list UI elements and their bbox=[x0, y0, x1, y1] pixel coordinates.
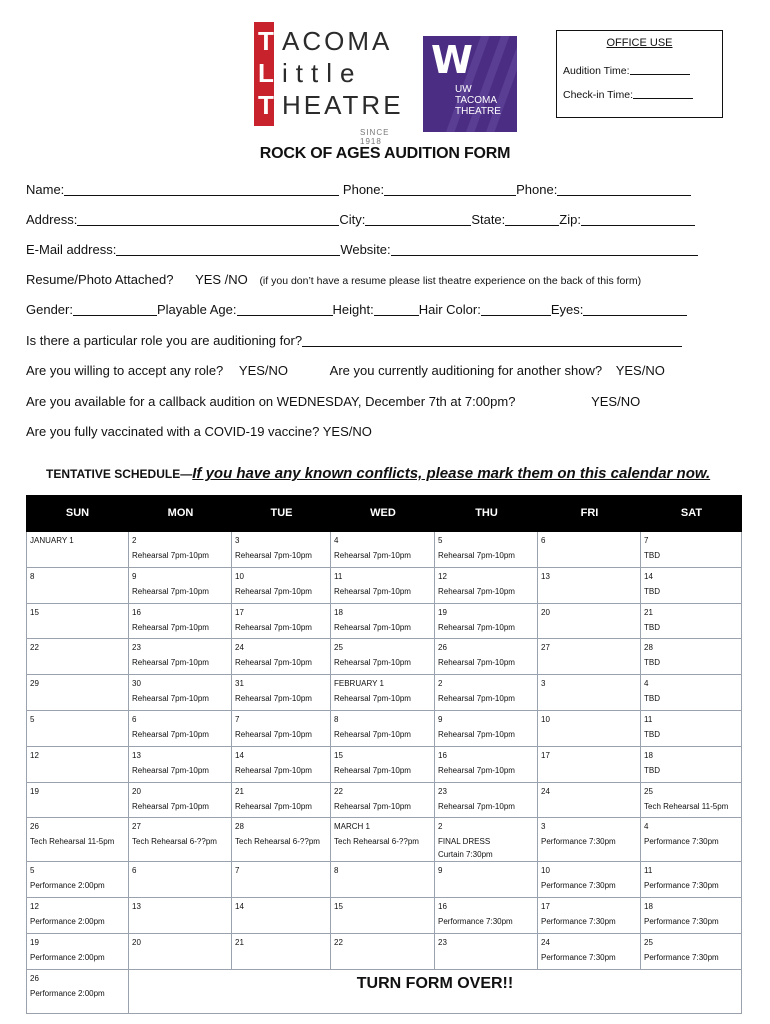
day-header-sat: SAT bbox=[680, 507, 703, 519]
day-number: 21 bbox=[644, 607, 653, 617]
calendar-day-cell[interactable] bbox=[538, 818, 641, 862]
resume-yes-no[interactable]: YES /NO bbox=[195, 272, 248, 287]
calendar-day-cell[interactable] bbox=[129, 747, 232, 783]
height-field[interactable] bbox=[374, 303, 419, 316]
calendar-day-cell[interactable] bbox=[232, 532, 331, 568]
calendar-day-cell[interactable] bbox=[435, 862, 538, 898]
uw-logo-text: UW TACOMA THEATRE bbox=[455, 84, 501, 117]
calendar-day-cell[interactable] bbox=[129, 783, 232, 819]
day-header-tue: TUE bbox=[270, 507, 293, 519]
event-text: Rehearsal 7pm-10pm bbox=[334, 658, 411, 668]
calendar-day-cell[interactable] bbox=[435, 898, 538, 934]
email-field[interactable] bbox=[116, 243, 340, 256]
day-number: 27 bbox=[132, 822, 141, 832]
event-text: TBD bbox=[644, 586, 660, 596]
calendar-day-cell[interactable] bbox=[641, 747, 742, 783]
schedule-title: TENTATIVE SCHEDULE—If you have any known conflicts, please mark them on this calendar now. bbox=[46, 465, 711, 482]
day-number: 9 bbox=[438, 714, 443, 724]
day-number: 17 bbox=[541, 902, 550, 912]
office-use-title: OFFICE USE bbox=[606, 37, 673, 49]
calendar-day-cell[interactable] bbox=[331, 934, 435, 970]
day-number: 13 bbox=[132, 902, 141, 912]
eyes-field[interactable] bbox=[583, 303, 687, 316]
calendar-week bbox=[26, 711, 742, 747]
event-text: Performance 7:30pm bbox=[541, 952, 616, 962]
day-number: 8 bbox=[334, 714, 339, 724]
uw-tacoma-theatre-logo bbox=[423, 36, 517, 132]
day-number: 22 bbox=[30, 643, 39, 653]
event-text: Rehearsal 7pm-10pm bbox=[334, 729, 411, 739]
day-number: 8 bbox=[30, 571, 35, 581]
calendar-day-cell[interactable] bbox=[435, 675, 538, 711]
calendar-day-cell[interactable] bbox=[641, 675, 742, 711]
calendar-day-cell[interactable] bbox=[232, 934, 331, 970]
calendar-day-cell[interactable] bbox=[435, 783, 538, 819]
day-number: 23 bbox=[438, 786, 447, 796]
day-number: 18 bbox=[334, 607, 343, 617]
calendar-day-cell[interactable] bbox=[435, 818, 538, 862]
gender-field[interactable] bbox=[73, 303, 157, 316]
event-text: Rehearsal 7pm-10pm bbox=[235, 801, 312, 811]
day-number: 2 bbox=[438, 822, 443, 832]
day-number: 13 bbox=[132, 750, 141, 760]
day-number: 25 bbox=[644, 937, 653, 947]
day-header-sun: SUN bbox=[65, 507, 90, 519]
calendar-day-cell[interactable] bbox=[26, 604, 129, 640]
event-text: Rehearsal 7pm-10pm bbox=[235, 622, 312, 632]
calendar-day-cell[interactable] bbox=[129, 532, 232, 568]
event-text: Performance 7:30pm bbox=[541, 881, 616, 891]
phone-field-2[interactable] bbox=[557, 183, 691, 196]
calendar-day-cell[interactable] bbox=[232, 783, 331, 819]
calendar-day-cell[interactable] bbox=[435, 711, 538, 747]
day-number: 10 bbox=[541, 866, 550, 876]
day-number: 29 bbox=[30, 679, 39, 689]
event-text: Rehearsal 7pm-10pm bbox=[235, 765, 312, 775]
event-text: TBD bbox=[644, 551, 660, 560]
calendar-day-cell[interactable] bbox=[129, 934, 232, 970]
calendar-day-cell[interactable] bbox=[435, 934, 538, 970]
event-text: Rehearsal 7pm-10pm bbox=[235, 694, 312, 704]
event-text: Performance 7:30pm bbox=[541, 837, 616, 847]
event-text: TBD bbox=[644, 765, 660, 775]
calendar-day-cell[interactable] bbox=[538, 898, 641, 934]
calendar-day-cell[interactable] bbox=[331, 818, 435, 862]
event-text: TBD bbox=[644, 658, 660, 668]
calendar-day-cell[interactable] bbox=[538, 675, 641, 711]
day-number: 16 bbox=[132, 607, 141, 617]
calendar-day-cell[interactable] bbox=[26, 818, 129, 862]
day-number: 27 bbox=[541, 643, 550, 653]
event-text: Rehearsal 7pm-10pm bbox=[132, 729, 209, 739]
day-header-wed: WED bbox=[370, 507, 396, 519]
calendar-day-cell[interactable] bbox=[435, 532, 538, 568]
calendar-day-cell[interactable] bbox=[538, 532, 641, 568]
logo-line-1: T ACOMA bbox=[258, 26, 393, 56]
calendar-day-cell[interactable] bbox=[641, 898, 742, 934]
calendar-day-cell[interactable] bbox=[232, 604, 331, 640]
event-text: Rehearsal 7pm-10pm bbox=[132, 622, 209, 632]
calendar-day-cell[interactable] bbox=[538, 747, 641, 783]
day-number: 26 bbox=[438, 643, 447, 653]
day-number: 14 bbox=[235, 902, 244, 912]
calendar-day-cell[interactable] bbox=[331, 532, 435, 568]
day-number: 22 bbox=[334, 937, 343, 947]
event-text: Rehearsal 7pm-10pm bbox=[132, 801, 209, 811]
playable-age-field[interactable] bbox=[237, 303, 333, 316]
event-text: Rehearsal 7pm-10pm bbox=[132, 694, 209, 704]
day-number: 16 bbox=[438, 902, 447, 912]
event-text: FINAL DRESS bbox=[438, 837, 491, 847]
day-number: 17 bbox=[541, 750, 550, 760]
day-number: JANUARY 1 bbox=[30, 536, 74, 545]
event-text: TBD bbox=[644, 622, 660, 632]
calendar-day-cell[interactable] bbox=[331, 747, 435, 783]
resume-note: (if you don’t have a resume please list theatre experience on the back of this form) bbox=[259, 275, 642, 287]
calendar-day-cell[interactable] bbox=[331, 898, 435, 934]
calendar-day-cell[interactable] bbox=[232, 898, 331, 934]
calendar-day-cell[interactable] bbox=[26, 711, 129, 747]
day-number: 23 bbox=[132, 643, 141, 653]
calendar-week bbox=[26, 532, 742, 568]
event-text: Tech Rehearsal 11-5pm bbox=[644, 801, 729, 811]
day-number: 12 bbox=[438, 571, 447, 581]
event-text: Performance 7:30pm bbox=[438, 917, 513, 927]
day-number: 3 bbox=[541, 822, 546, 832]
event-text: Rehearsal 7pm-10pm bbox=[438, 551, 515, 560]
event-text: Rehearsal 7pm-10pm bbox=[334, 551, 411, 560]
event-text: Performance 7:30pm bbox=[644, 952, 719, 962]
calendar-day-cell[interactable] bbox=[26, 898, 129, 934]
address-field[interactable] bbox=[77, 213, 339, 226]
day-number: 8 bbox=[334, 866, 339, 876]
calendar-day-cell[interactable] bbox=[641, 568, 742, 604]
event-text: Rehearsal 7pm-10pm bbox=[438, 658, 515, 668]
tacoma-little-theatre-logo bbox=[254, 22, 414, 146]
calendar-day-cell[interactable] bbox=[331, 639, 435, 675]
calendar-day-cell[interactable] bbox=[538, 568, 641, 604]
calendar-day-cell[interactable] bbox=[641, 639, 742, 675]
day-number: 3 bbox=[541, 679, 546, 689]
city-field[interactable] bbox=[365, 213, 471, 226]
day-number: 18 bbox=[644, 750, 653, 760]
day-number: 12 bbox=[30, 902, 39, 912]
event-text: Rehearsal 7pm-10pm bbox=[438, 694, 515, 704]
day-number: 19 bbox=[30, 786, 39, 796]
day-number: 16 bbox=[438, 750, 447, 760]
day-number: 22 bbox=[334, 786, 343, 796]
audition-time-row: Audition Time: bbox=[563, 65, 690, 77]
calendar-week bbox=[26, 898, 742, 934]
day-number: 2 bbox=[132, 536, 137, 545]
event-text: Performance 2:00pm bbox=[30, 952, 105, 962]
calendar-day-cell[interactable] bbox=[129, 898, 232, 934]
event-text: Performance 2:00pm bbox=[30, 917, 105, 927]
day-number: 5 bbox=[30, 714, 35, 724]
day-number: 13 bbox=[541, 571, 550, 581]
event-text: Rehearsal 7pm-10pm bbox=[235, 658, 312, 668]
day-number: 5 bbox=[438, 536, 443, 545]
day-number: 14 bbox=[235, 750, 244, 760]
calendar-week bbox=[26, 604, 742, 640]
calendar-day-cell[interactable] bbox=[435, 604, 538, 640]
day-header-thu: THU bbox=[475, 507, 498, 519]
calendar-day-cell[interactable] bbox=[26, 862, 129, 898]
turn-form-over-note: TURN FORM OVER!! bbox=[129, 970, 742, 1014]
calendar-day-cell[interactable] bbox=[129, 818, 232, 862]
calendar-day-cell[interactable] bbox=[232, 675, 331, 711]
checkin-time-field[interactable] bbox=[633, 89, 693, 99]
day-number: 23 bbox=[438, 937, 447, 947]
office-use-box bbox=[556, 30, 723, 118]
calendar-day-cell[interactable] bbox=[538, 604, 641, 640]
day-number: 11 bbox=[644, 714, 653, 724]
event-text: Performance 2:00pm bbox=[30, 881, 105, 891]
calendar-day-cell[interactable] bbox=[232, 711, 331, 747]
name-phone-row: Name: Phone: Phone: bbox=[26, 182, 691, 197]
calendar-day-cell[interactable] bbox=[331, 783, 435, 819]
calendar-week bbox=[26, 639, 742, 675]
day-number: 24 bbox=[541, 937, 550, 947]
day-number: 24 bbox=[235, 643, 244, 653]
calendar-day-cell[interactable] bbox=[129, 568, 232, 604]
calendar-week bbox=[26, 747, 742, 783]
day-number: 24 bbox=[541, 786, 550, 796]
calendar-day-cell[interactable] bbox=[129, 604, 232, 640]
day-number: 21 bbox=[235, 786, 244, 796]
checkin-time-row: Check-in Time: bbox=[563, 89, 693, 101]
calendar-day-cell[interactable] bbox=[232, 862, 331, 898]
day-number: 17 bbox=[235, 607, 244, 617]
day-number: 21 bbox=[235, 937, 244, 947]
event-text: Rehearsal 7pm-10pm bbox=[334, 765, 411, 775]
event-text: Performance 7:30pm bbox=[541, 917, 616, 927]
day-number: MARCH 1 bbox=[334, 822, 371, 832]
website-field[interactable] bbox=[391, 243, 698, 256]
day-number: 11 bbox=[334, 571, 343, 581]
hair-color-field[interactable] bbox=[481, 303, 551, 316]
calendar-day-cell[interactable]: 26 Performance 2:00pm bbox=[26, 970, 129, 1014]
event-text: Tech Rehearsal 11-5pm bbox=[30, 837, 115, 847]
vaccine-row: Are you fully vaccinated with a COVID-19 vaccine? YES/NO bbox=[26, 424, 372, 439]
calendar-day-cell[interactable] bbox=[641, 532, 742, 568]
event-text: Rehearsal 7pm-10pm bbox=[438, 801, 515, 811]
day-number: 31 bbox=[235, 679, 244, 689]
event-text: Rehearsal 7pm-10pm bbox=[132, 765, 209, 775]
event-text: Rehearsal 7pm-10pm bbox=[438, 729, 515, 739]
calendar-week bbox=[26, 862, 742, 898]
calendar-day-cell[interactable] bbox=[641, 711, 742, 747]
day-number: 15 bbox=[334, 750, 343, 760]
calendar-day-cell[interactable] bbox=[26, 532, 129, 568]
calendar-week bbox=[26, 818, 742, 862]
calendar-day-cell[interactable] bbox=[435, 639, 538, 675]
event-text: Rehearsal 7pm-10pm bbox=[438, 622, 515, 632]
calendar-week bbox=[26, 568, 742, 604]
calendar-day-cell[interactable] bbox=[641, 818, 742, 862]
callback-row: Are you available for a callback audition on WEDNESDAY, December 7th at 7:00pm? YES/NO bbox=[26, 394, 641, 409]
event-text: Rehearsal 7pm-10pm bbox=[132, 586, 209, 596]
event-text: Tech Rehearsal 6-??pm bbox=[334, 837, 419, 847]
calendar-day-cell[interactable] bbox=[232, 818, 331, 862]
event-text: Performance 7:30pm bbox=[644, 837, 719, 847]
day-number: 18 bbox=[644, 902, 653, 912]
day-number: 15 bbox=[334, 902, 343, 912]
event-text: TBD bbox=[644, 729, 660, 739]
day-number: 28 bbox=[644, 643, 653, 653]
day-number: 14 bbox=[644, 571, 653, 581]
day-number: 10 bbox=[235, 571, 244, 581]
event-text: Performance 7:30pm bbox=[644, 881, 719, 891]
calendar-day-cell[interactable] bbox=[129, 862, 232, 898]
day-number: 6 bbox=[132, 866, 137, 876]
audition-time-field[interactable] bbox=[630, 65, 690, 75]
calendar-day-cell[interactable] bbox=[538, 783, 641, 819]
calendar-day-cell[interactable] bbox=[331, 604, 435, 640]
state-field[interactable] bbox=[505, 213, 559, 226]
day-number: 4 bbox=[644, 822, 649, 832]
day-number: 11 bbox=[644, 866, 653, 876]
calendar-header bbox=[26, 495, 742, 532]
day-number: 26 bbox=[30, 822, 39, 832]
day-number: 20 bbox=[132, 786, 141, 796]
day-number: 10 bbox=[541, 714, 550, 724]
uw-letter: W bbox=[431, 38, 473, 82]
address-row: Address: City: State: Zip: bbox=[26, 212, 695, 227]
event-text: Tech Rehearsal 6-??pm bbox=[235, 837, 320, 847]
role-row: Is there a particular role you are auditioning for? bbox=[26, 333, 682, 348]
day-number: 25 bbox=[334, 643, 343, 653]
form-title: ROCK OF AGES AUDITION FORM bbox=[259, 145, 511, 162]
another-show-yes-no[interactable]: YES/NO bbox=[615, 363, 665, 378]
event-text: Rehearsal 7pm-10pm bbox=[132, 551, 209, 560]
phone-field-1[interactable] bbox=[384, 183, 516, 196]
calendar-day-cell[interactable] bbox=[129, 675, 232, 711]
calendar-day-cell[interactable] bbox=[232, 639, 331, 675]
day-header-fri: FRI bbox=[580, 507, 599, 519]
event-text: Rehearsal 7pm-10pm bbox=[235, 551, 312, 560]
event-text: Rehearsal 7pm-10pm bbox=[334, 586, 411, 596]
calendar-week bbox=[26, 783, 742, 819]
callback-yes-no[interactable]: YES/NO bbox=[591, 394, 641, 409]
calendar-day-cell[interactable] bbox=[641, 934, 742, 970]
calendar-day-cell[interactable] bbox=[331, 862, 435, 898]
event-text: TBD bbox=[644, 694, 660, 704]
day-number: 7 bbox=[235, 866, 240, 876]
day-number: 5 bbox=[30, 866, 35, 876]
calendar-day-cell[interactable] bbox=[538, 711, 641, 747]
event-text: Rehearsal 7pm-10pm bbox=[334, 622, 411, 632]
event-text: Performance 7:30pm bbox=[644, 917, 719, 927]
logo-line-2: Little bbox=[258, 58, 363, 88]
logo-since: SINCE 1918 bbox=[360, 128, 390, 146]
calendar-day-cell[interactable] bbox=[538, 934, 641, 970]
zip-field[interactable] bbox=[581, 213, 695, 226]
event-text: Rehearsal 7pm-10pm bbox=[334, 694, 411, 704]
event-text: Rehearsal 7pm-10pm bbox=[235, 586, 312, 596]
calendar-day-cell[interactable] bbox=[435, 747, 538, 783]
name-field[interactable] bbox=[64, 183, 339, 196]
day-number: 20 bbox=[541, 607, 550, 617]
calendar-week-last bbox=[26, 970, 742, 1014]
calendar-day-cell[interactable] bbox=[641, 862, 742, 898]
resume-row: Resume/Photo Attached? YES /NO (if you don’t have a resume please list theatre experience on the back of this form) bbox=[26, 272, 642, 287]
calendar-day-cell[interactable] bbox=[331, 711, 435, 747]
day-number: 20 bbox=[132, 937, 141, 947]
calendar-day-cell[interactable] bbox=[641, 783, 742, 819]
event-text: Tech Rehearsal 6-??pm bbox=[132, 837, 217, 847]
calendar-week bbox=[26, 934, 742, 970]
calendar-day-cell[interactable] bbox=[129, 639, 232, 675]
day-number: 4 bbox=[334, 536, 339, 545]
calendar-day-cell[interactable] bbox=[331, 675, 435, 711]
calendar-day-cell[interactable] bbox=[232, 568, 331, 604]
day-number: 9 bbox=[438, 866, 443, 876]
day-number: 19 bbox=[30, 937, 39, 947]
gender-row: Gender: Playable Age: Height: Hair Color: Eyes: bbox=[26, 302, 687, 317]
event-text: Rehearsal 7pm-10pm bbox=[334, 801, 411, 811]
calendar-day-cell[interactable] bbox=[232, 747, 331, 783]
day-number: 25 bbox=[644, 786, 653, 796]
calendar-day-cell[interactable] bbox=[26, 568, 129, 604]
day-number: 30 bbox=[132, 679, 141, 689]
day-number: 9 bbox=[132, 571, 137, 581]
calendar-day-cell[interactable] bbox=[26, 783, 129, 819]
day-number: 15 bbox=[30, 607, 39, 617]
calendar-day-cell[interactable] bbox=[538, 862, 641, 898]
calendar-day-cell[interactable] bbox=[331, 568, 435, 604]
calendar-day-cell[interactable] bbox=[641, 604, 742, 640]
event-text: Curtain 7:30pm bbox=[438, 850, 493, 860]
day-number: 19 bbox=[438, 607, 447, 617]
role-field[interactable] bbox=[302, 334, 682, 347]
any-role-row: Are you willing to accept any role? YES/NO Are you currently auditioning for another show? YES/NO bbox=[26, 363, 665, 378]
day-header-mon: MON bbox=[167, 507, 194, 519]
any-role-yes-no[interactable]: YES/NO bbox=[238, 363, 289, 378]
email-row: E-Mail address: Website: bbox=[26, 242, 698, 257]
day-number: 6 bbox=[132, 714, 137, 724]
calendar-day-cell[interactable] bbox=[435, 568, 538, 604]
event-text: Rehearsal 7pm-10pm bbox=[132, 658, 209, 668]
calendar-day-cell[interactable] bbox=[26, 747, 129, 783]
calendar-day-cell[interactable] bbox=[26, 675, 129, 711]
calendar-body bbox=[26, 532, 742, 970]
calendar-day-cell[interactable] bbox=[538, 639, 641, 675]
day-number: 4 bbox=[644, 679, 649, 689]
event-text: Rehearsal 7pm-10pm bbox=[235, 729, 312, 739]
day-number: 7 bbox=[644, 536, 649, 545]
day-number: 6 bbox=[541, 536, 546, 545]
logo-line-3: T HEATRE bbox=[258, 90, 404, 120]
calendar-day-cell[interactable] bbox=[26, 934, 129, 970]
calendar-week bbox=[26, 675, 742, 711]
day-number: 12 bbox=[30, 750, 39, 760]
schedule-calendar bbox=[26, 495, 742, 1014]
day-number: 7 bbox=[235, 714, 240, 724]
event-text: Rehearsal 7pm-10pm bbox=[438, 586, 515, 596]
calendar-day-cell[interactable] bbox=[26, 639, 129, 675]
day-number: 28 bbox=[235, 822, 244, 832]
day-number: 3 bbox=[235, 536, 240, 545]
day-number: 2 bbox=[438, 679, 443, 689]
event-text: Rehearsal 7pm-10pm bbox=[438, 765, 515, 775]
calendar-day-cell[interactable] bbox=[129, 711, 232, 747]
day-number: FEBRUARY 1 bbox=[334, 679, 384, 689]
